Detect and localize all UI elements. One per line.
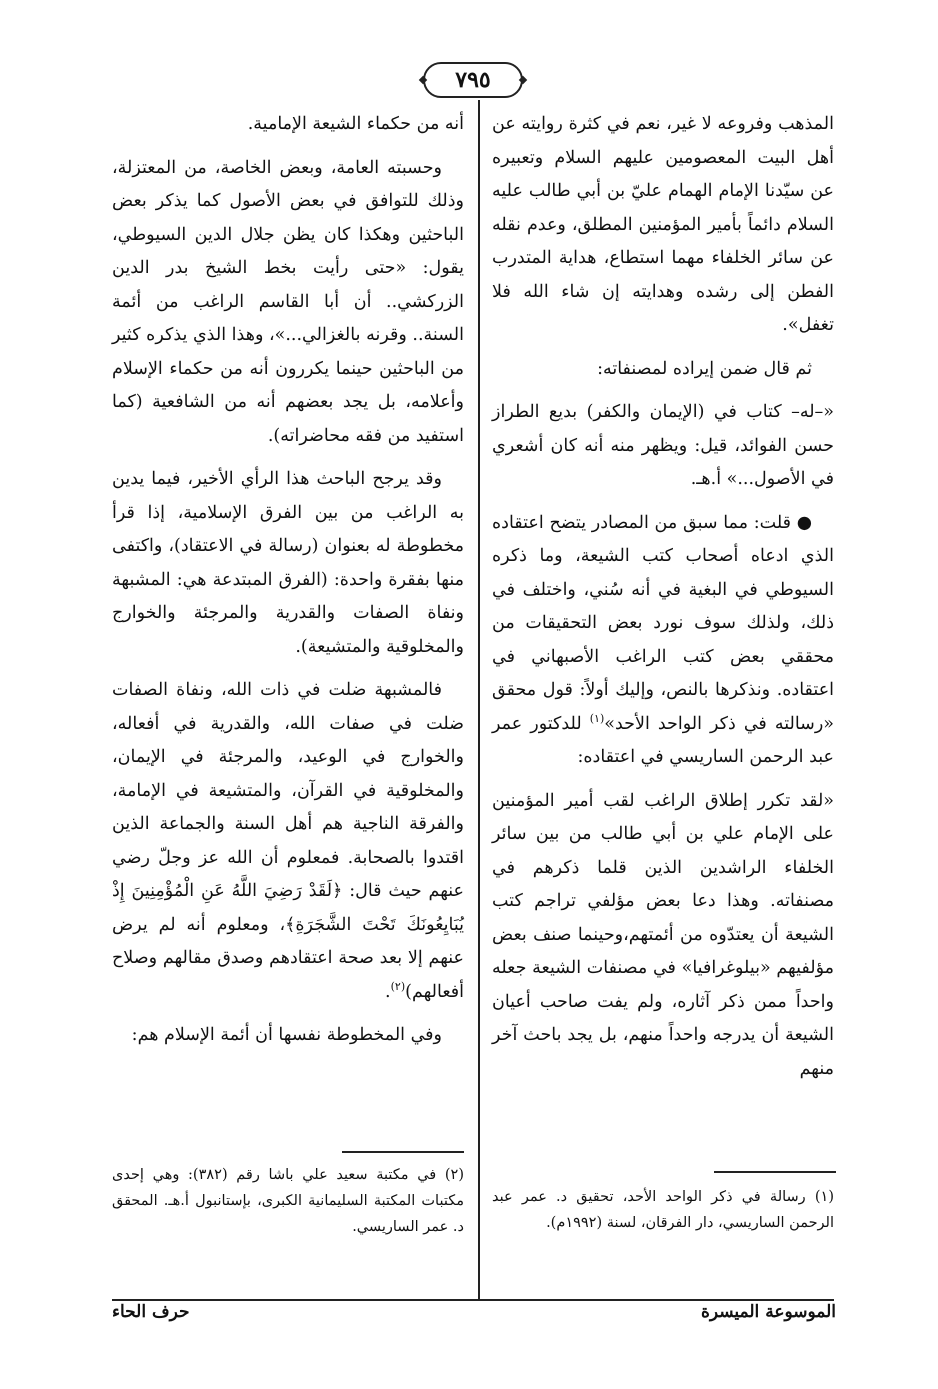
footer-book-title: الموسوعة الميسرة [700,1302,836,1322]
footer-section-title: حرف الحاء [112,1302,190,1322]
right-column [492,108,834,1096]
paragraph-text: ● قلت: مما سبق من المصادر يتضح اعتقاده الذي ادعاه أصحاب كتب الشيعة، وما ذكره السيوطي في البغية في أنه سُني، واختلف في ذلك، ولذلك سوف نورد بعض التحقيقات من محققي بعض كتب الراغب الأصبهاني في اعتقاده. ونذكرها بالنص، وإليك أولاً: قول محقق «رسالته في ذكر الواحد الأحد» [492,512,834,734]
footnote-rule [342,1151,464,1153]
footnote-right: (١) رسالة في ذكر الواحد الأحد، تحقيق د. عمر عبد الرحمن الساريسي، دار الفرقان، لسنة (١٩٩٢م). [492,1189,834,1231]
paragraph: ثم قال ضمن إيراده لمصنفاته: [597,358,812,379]
footnote-marker: (٢) [390,979,406,993]
footer-rule [112,1299,834,1301]
left-column [112,108,464,1063]
paragraph [492,507,834,775]
paragraph: «–له– كتاب في (الإيمان والكفر) بديع الطراز حسن الفوائد، قيل: ويظهر منه أنه كان أشعري في الأصول...» أ.هـ. [492,402,834,489]
footnote-rule [714,1171,836,1173]
paragraph: «لقد تكرر إطلاق الراغب لقب أمير المؤمنين على الإمام علي بن أبي طالب من بين سائر الخلفاء الراشدين الذين قلما ذكرهم في مصنفاته. وهذا دعا بعض مؤلفي تراجم كتب الشيعة أن يعتدّوه من أئمتهم،وحينما صنف بعض مؤلفيهم «بيلوغرافيا» في مصنفات الشيعة جعله واحداً ممن ذكر آثاره، ولم يفت صاحب أعيان الشيعة أن يدرجه واحداً منهم، بل يجد باحث آخر منهم [492,790,834,1079]
footnote-left: (٢) في مكتبة سعيد علي باشا رقم (٣٨٢): وهي إحدى مكتبات المكتبة السليمانية الكبرى، بإستانبول أ.هـ. المحقق د. عمر الساريسي. [112,1167,465,1235]
paragraph: وقد يرجح الباحث هذا الرأي الأخير، فيما يدين به الراغب من بين الفرق الإسلامية، إذا قرأ مخطوطة له بعنوان (رسالة في الاعتقاد)، واكتفى منها بفقرة واحدة: (الفرق المبتدعة هي: المشبهة ونفاة الصفات والقدرية والمرجئة والخوارج والمخلوقية والمتشيعة). [112,469,464,657]
column-divider [478,100,480,1300]
footnote-marker: (١) [589,711,605,725]
page-number [423,62,523,98]
paragraph-text: للدكتور عمر عبد الرحمن الساريسي في اعتقاده: [492,713,834,767]
paragraph: وفي المخطوطة نفسها أن أئمة الإسلام هم: [131,1025,442,1045]
page-number-text: ٧٩٥ [455,67,491,93]
paragraph: فالمشبهة ضلت في ذات الله، ونفاة الصفات ضلت في صفات الله، والقدرية في أفعاله، والخوارج في الوعيد، والمرجئة في الإيمان، والمخلوقية في القرآن، والمتشيعة في الإمامة، والفرقة الناجية هم أهل السنة والجماعة الذين اقتدوا بالصحابة. فمعلوم أن الله عز وجلّ رضي عنهم حيث قال: ﴿لَقَدْ رَضِيَ اللَّهُ عَنِ الْمُؤْمِنِينَ إِذْ يُبَايِعُونَكَ تَحْتَ الشَّجَرَةِ﴾، ومعلوم أنه لم يرض عنهم إلا بعد صحة اعتقادهم وصدق مقالهم وصلاح أفعالهم)$^{(٢)}$. [112,680,464,1002]
paragraph: أنه من حكماء الشيعة الإمامية. [247,114,464,134]
paragraph-text: فالمشبهة ضلت في ذات الله، ونفاة الصفات ضلت في صفات الله، والقدرية في أفعاله، والخوارج في الوعيد، والمرجئة في الإيمان، والمخلوقية في القرآن، والمتشيعة في الإمامة، والفرقة الناجية هم أهل السنة والجماعة الذين اقتدوا بالصحابة. فمعلوم أن الله عز وجلّ رضي عنهم حيث قال: ﴿لَقَدْ رَضِيَ اللَّهُ عَنِ الْمُؤْمِنِينَ إِذْ يُبَايِعُونَكَ تَحْتَ الشَّجَرَةِ﴾، ومعلوم أنه لم يرض عنهم إلا بعد صحة اعتقادهم وصدق مقالهم وصلاح أفعالهم) [112,680,464,1002]
paragraph: المذهب وفروعه لا غير، نعم في كثرة روايته عن أهل البيت المعصومين عليهم السلام وتعبيره عن سيّدنا الإمام الهمام عليّ بن أبي طالب عليه السلام دائماً بأمير المؤمنين المطلق، وعدم نقله عن سائر الخلفاء مهما استطاع، هداية المتدرب الفطن إلى رشده وهدايته إن شاء الله فلا تغفل». [492,114,834,335]
paragraph: وحسبته العامة، وبعض الخاصة، من المعتزلة، وذلك للتوافق في بعض الأصول كما يذكر بعض الباحثين وهكذا كان يظن جلال الدين السيوطي، يقول: «حتى رأيت بخط الشيخ بدر الدين الزركشي.. أن أبا القاسم الراغب من أئمة السنة.. وقرنه بالغزالي...»، وهذا الذي يذكره كثير من الباحثين حينما يكررون أنه من حكماء الإسلام وأعلامه، بل يجد بعضهم أنه من الشافعية (كما استفيد من فقه محاضراته). [112,157,464,446]
